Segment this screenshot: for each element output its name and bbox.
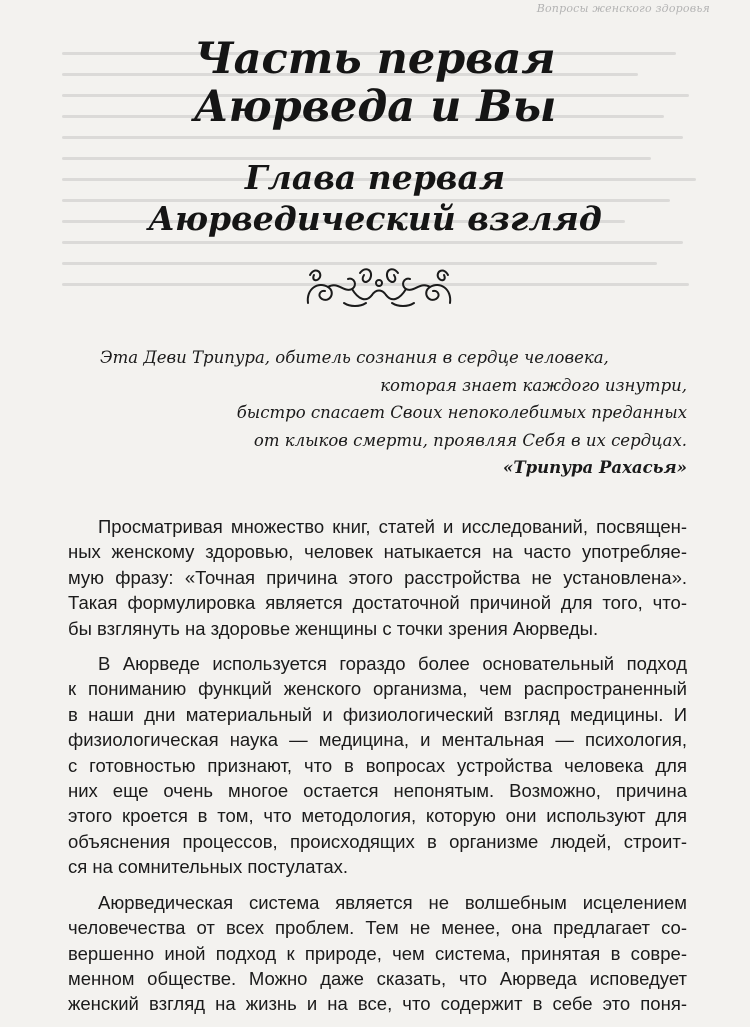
text-line: с готовностью признают, что в вопросах устройства человека для [68,754,687,776]
text-line: бы взглянуть на здоровье женщины с точки зрения Аюрведы. [68,617,599,639]
running-header: Вопросы женского здоровья [536,2,710,15]
paragraph [68,651,687,880]
epigraph-line: от клыков смерти, проявляя Себя в их сердцах. [253,430,687,450]
text-line: мую фразу: «Точная причина этого расстройства не установлена». [68,566,687,588]
chapter-title-line1: Глава первая [244,158,506,197]
text-line: Такая формулировка является достаточной причиной для того, что- [68,592,687,614]
epigraph-line: Эта Деви Трипура, обитель сознания в сердце человека, [100,348,609,367]
body-text [68,514,687,1027]
chapter-title-line2: Аюрведический взгляд [148,199,602,238]
epigraph-line: быстро спасает Своих непоколебимых преданных [236,403,687,422]
text-line: этого кроется в том, что методология, которую они используют для [68,805,687,827]
text-line: в наши дни материальный и физиологический взгляд медицины. И [68,703,687,725]
text-line: менном обществе. Можно даже сказать, что Аюрведа исповедует [68,967,687,989]
text-line: ся на сомнительных постулатах. [68,856,349,878]
text-line: женский взгляд на жизнь и на все, что содержит в себе это поня- [68,993,687,1015]
text-line: ных женскому здоровью, человек натыкается на часто употребляе- [68,541,687,563]
text-line: объяснения процессов, происходящих в организме людей, строит- [68,830,687,852]
text-line: к пониманию функций женского организма, чем распространенный [68,678,687,700]
part-title-line1: Часть первая [194,34,556,84]
part-title [0,35,750,131]
floral-ornament-icon [300,263,458,311]
part-title-line2: Аюрведа и Вы [193,82,557,132]
text-line: физиологическая наука — медицина, и ментальная — психология, [68,729,687,751]
title-block [0,35,750,239]
text-line: них еще очень многое остается непонятым. Возможно, причина [68,780,687,802]
paragraph [68,514,687,641]
chapter-title [0,157,750,239]
epigraph-source: «Трипура Рахасья» [503,458,687,477]
text-line: В Аюрведе используется гораздо более основательный подход [98,653,687,675]
text-line: Аюрведическая система является не волшебным исцелением [98,891,687,913]
epigraph [100,344,687,482]
epigraph-line: которая знает каждого изнутри, [380,375,687,395]
text-line: человечества от всех проблем. Тем не менее, она предлагает со- [68,917,687,939]
text-line: Просматривая множество книг, статей и исследований, посвящен- [98,516,687,537]
text-line: вершенно иной подход к природе, чем система, принятая в совре- [68,942,687,964]
paragraph [68,890,687,1017]
